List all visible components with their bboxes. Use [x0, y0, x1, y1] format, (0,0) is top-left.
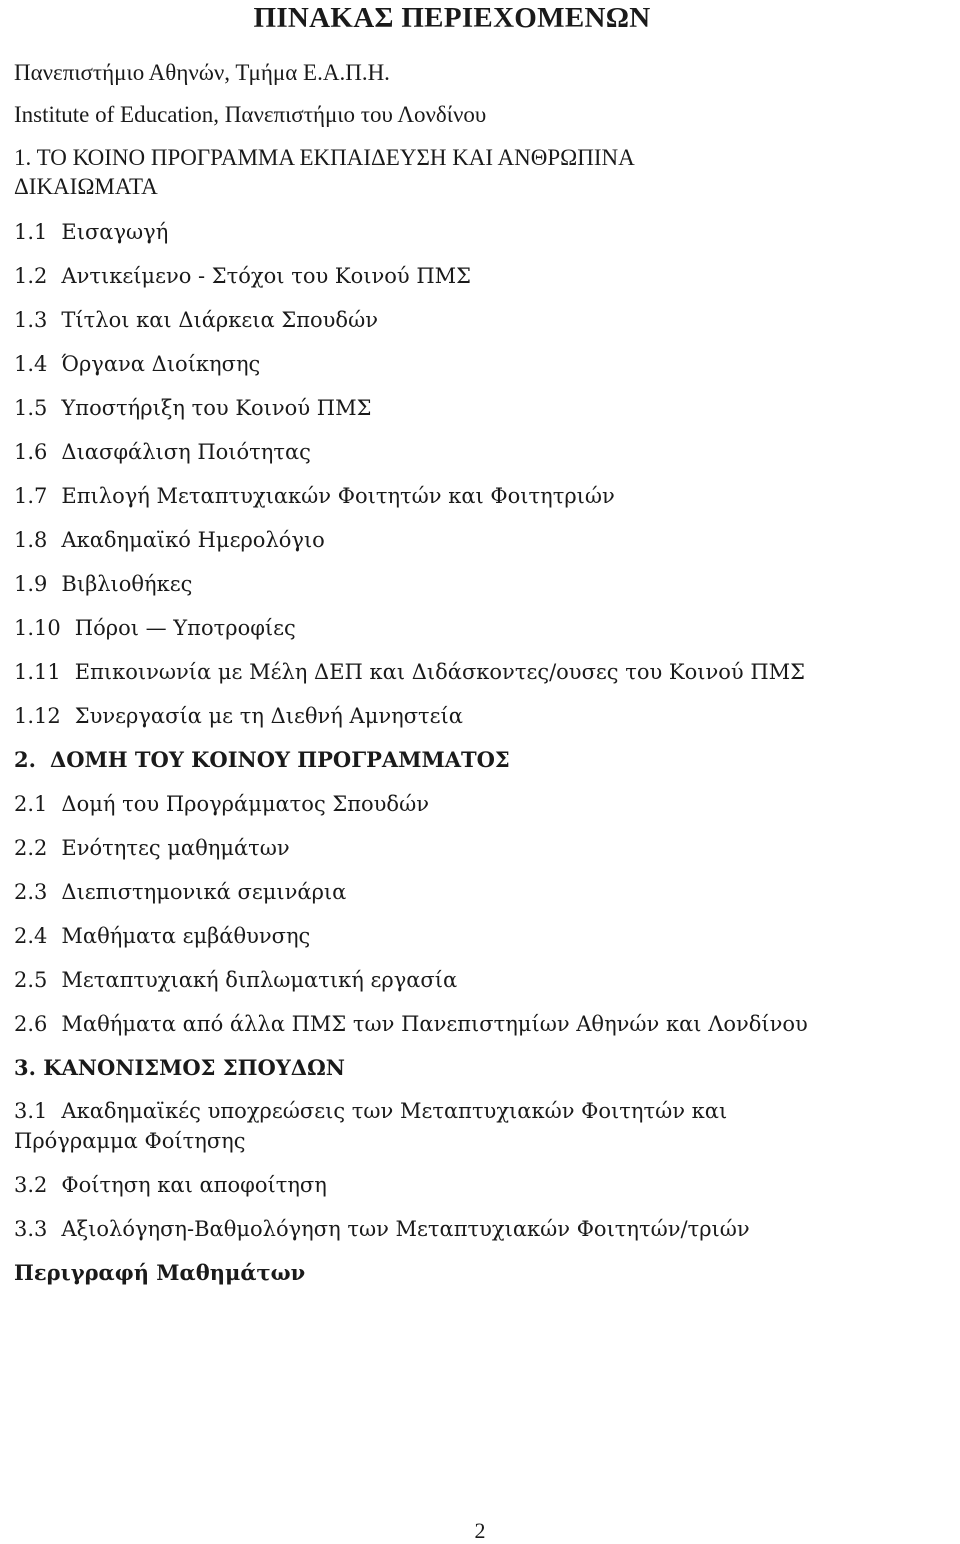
toc-entry-1-2[interactable] — [14, 261, 471, 291]
entry-number: 3.2 — [14, 1173, 48, 1197]
entry-title: Υποστήριξη του Κοινού ΠΜΣ — [61, 396, 372, 420]
toc-entry-2-3[interactable] — [14, 877, 346, 907]
section3-heading[interactable]: 3. ΚΑΝΟΝΙΣΜΟΣ ΣΠΟΥΔΩΝ — [14, 1055, 345, 1080]
toc-entry-1-10[interactable] — [14, 613, 296, 643]
entry-number: 3.1 — [14, 1099, 48, 1123]
entry-number: 2.4 — [14, 924, 48, 948]
toc-entry-3-1-line1[interactable] — [14, 1096, 727, 1126]
toc-entry-1-4[interactable] — [14, 349, 260, 379]
entry-title: Όργανα Διοίκησης — [61, 352, 261, 376]
page-title: ΠΙΝΑΚΑΣ ΠΕΡΙΕΧΟΜΕΝΩΝ — [253, 2, 651, 34]
toc-entry-1-12[interactable] — [14, 701, 463, 731]
entry-number: 1.3 — [14, 308, 48, 332]
affiliation-london: Institute of Education, Πανεπιστήμιο του Λονδίνου — [14, 102, 487, 127]
entry-title: Φοίτηση και αποφοίτηση — [61, 1173, 327, 1197]
entry-number: 2.5 — [14, 968, 48, 992]
entry-title: Ενότητες μαθημάτων — [61, 836, 290, 860]
toc-entry-3-2[interactable] — [14, 1170, 327, 1200]
toc-entry-3-1-line2[interactable]: Πρόγραμμα Φοίτησης — [14, 1129, 246, 1153]
section1-heading-line1: 1. ΤΟ ΚΟΙΝΟ ΠΡΟΓΡΑΜΜΑ ΕΚΠΑΙΔΕΥΣΗ ΚΑΙ ΑΝΘΡΩΠΙΝΑ — [14, 145, 635, 170]
entry-title: Διεπιστημονικά σεμινάρια — [61, 880, 347, 904]
entry-number: 1.5 — [14, 396, 48, 420]
entry-title: Μεταπτυχιακή διπλωματική εργασία — [61, 968, 458, 992]
toc-entry-2-4[interactable] — [14, 921, 310, 951]
entry-number: 1.4 — [14, 352, 48, 376]
toc-entry-1-5[interactable] — [14, 393, 371, 423]
entry-title: Εισαγωγή — [61, 220, 169, 244]
entry-title: Επικοινωνία με Μέλη ΔΕΠ και Διδάσκοντες/ουσες του Κοινού ΠΜΣ — [74, 660, 805, 684]
entry-title: Ακαδημαϊκές υποχρεώσεις των Μεταπτυχιακών Φοιτητών και — [61, 1099, 728, 1123]
entry-number: 2.3 — [14, 880, 48, 904]
toc-entry-2-1[interactable] — [14, 789, 429, 819]
entry-number: 1.9 — [14, 572, 48, 596]
entry-title: Αντικείμενο - Στόχοι του Κοινού ΠΜΣ — [61, 264, 471, 288]
section2-heading[interactable] — [14, 745, 510, 775]
entry-number: 1.12 — [14, 704, 61, 728]
entry-number: 1.7 — [14, 484, 48, 508]
heading-title: ΔΟΜΗ ΤΟΥ ΚΟΙΝΟΥ ΠΡΟΓΡΑΜΜΑΤΟΣ — [49, 747, 510, 772]
toc-entry-1-6[interactable] — [14, 437, 311, 467]
affiliation-athens: Πανεπιστήμιο Αθηνών, Τμήμα Ε.Α.Π.Η. — [14, 60, 390, 85]
entry-title: Συνεργασία με τη Διεθνή Αμνηστεία — [74, 704, 463, 728]
heading-number: 2. — [14, 747, 36, 772]
entry-number: 1.8 — [14, 528, 48, 552]
entry-title: Αξιολόγηση-Βαθμολόγηση των Μεταπτυχιακών Φοιτητών/τριών — [61, 1217, 750, 1241]
toc-entry-1-8[interactable] — [14, 525, 325, 555]
toc-entry-1-7[interactable] — [14, 481, 615, 511]
entry-number: 2.6 — [14, 1012, 48, 1036]
entry-title: Τίτλοι και Διάρκεια Σπουδών — [61, 308, 378, 332]
entry-number: 2.1 — [14, 792, 48, 816]
entry-title: Επιλογή Μεταπτυχιακών Φοιτητών και Φοιτητριών — [61, 484, 615, 508]
entry-title: Ακαδημαϊκό Ημερολόγιο — [61, 528, 325, 552]
toc-entry-1-9[interactable] — [14, 569, 192, 599]
entry-number: 1.10 — [14, 616, 61, 640]
entry-title: Μαθήματα από άλλα ΠΜΣ των Πανεπιστημίων Αθηνών και Λονδίνου — [61, 1012, 808, 1036]
entry-number: 1.1 — [14, 220, 48, 244]
toc-entry-1-1[interactable] — [14, 217, 168, 247]
toc-entry-3-3[interactable] — [14, 1214, 750, 1244]
entry-number: 1.2 — [14, 264, 48, 288]
entry-number: 3.3 — [14, 1217, 48, 1241]
toc-entry-2-6[interactable] — [14, 1009, 808, 1039]
toc-entry-1-3[interactable] — [14, 305, 378, 335]
entry-title: Πόροι — Υποτροφίες — [74, 616, 296, 640]
entry-number: 1.6 — [14, 440, 48, 464]
entry-number: 2.2 — [14, 836, 48, 860]
section1-heading-line2: ΔΙΚΑΙΩΜΑΤΑ — [14, 174, 158, 199]
toc-entry-1-11[interactable] — [14, 657, 805, 687]
entry-title: Δομή του Προγράμματος Σπουδών — [61, 792, 429, 816]
entry-title: Διασφάλιση Ποιότητας — [61, 440, 311, 464]
entry-title: Βιβλιοθήκες — [61, 572, 193, 596]
entry-title: Μαθήματα εμβάθυνσης — [61, 924, 311, 948]
page-number: 2 — [474, 1518, 486, 1543]
course-description-heading[interactable]: Περιγραφή Μαθημάτων — [14, 1260, 306, 1285]
toc-entry-2-5[interactable] — [14, 965, 457, 995]
entry-number: 1.11 — [14, 660, 61, 684]
toc-entry-2-2[interactable] — [14, 833, 290, 863]
